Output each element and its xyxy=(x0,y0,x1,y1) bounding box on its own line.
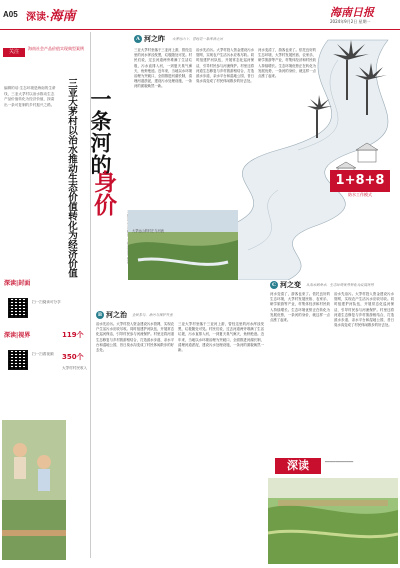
section-b-heading: B 河之治 xyxy=(97,310,127,319)
model-badge: 1+8+8 xyxy=(330,170,390,192)
section-b-sub: 全民参与，治污与保护并重 xyxy=(132,313,173,317)
photo-caption: 大茅远山的村庄与河流 xyxy=(132,229,164,233)
section-a-heading: A 河之昨 xyxy=(134,34,165,44)
section-a-icon: A xyxy=(134,35,142,43)
section-a-sub: 大茅远山下，曾经是一条浑浊之河 xyxy=(172,37,223,41)
footer-credits: ━━━━━━━━━━━━━ xyxy=(325,460,354,464)
section-b-body-1: 治水先治污。大茅村投入资金建设污水管网，实现农户生活污水应收尽收。同时组建护河队伍，开展常态化巡河保洁，引导村民参与河流保护。村里还将河道生态修复与乡村旅游相结合，打造滨水步道、亲水平台和湿地公园，昔日臭水沟变成了村民休闲散步的好去处。 xyxy=(96,322,174,353)
vertical-subtitle: 三亚大茅村以治水推动生态价值转化为经济价值 xyxy=(66,78,77,278)
section-a-body-1: 三亚大茅村坐落于三亚河上游，曾经这里的河水浑浊发黑，垃圾随处可见。村民们说，过去河道两旁堆满了生活垃圾，污水直排入河，一到夏天臭气熏天，鱼虾绝迹。近年来，当地以水环境治理为突破口，全面推进河湖长制，清理河道淤泥，建设污水处理设施，一条河的面貌焕然一新。 xyxy=(134,48,192,89)
deep-read-logo: 深读 xyxy=(275,458,321,474)
section-c-sub: 从沟水到金水，生态环境优势转化为发展优势 xyxy=(306,283,374,287)
headline-line2: 身价 xyxy=(90,170,117,216)
section-a-body-3: 河水变清了，游客也来了。依托良好的生态环境，大茅村发展民宿、农家乐、研学旅游等产业，村集体经济和村民收入持续增长。生态环境优势正在转化为发展优势，一条河的身价，就这样一点点涨了起来。 xyxy=(258,48,316,79)
children-photo xyxy=(2,420,66,560)
stats-block xyxy=(62,330,88,371)
focus-tag-text: 海南社会产品价值实现典型案例 xyxy=(28,46,84,51)
section-b-body-2: 三亚大茅村坐落于三亚河上游，曾经这里的河水浑浊发黑，垃圾随处可见。村民们说，过去河道两旁堆满了生活垃圾，污水直排入河，一到夏天臭气熏天，鱼虾绝迹。近年来，当地以水环境治理为突破口，全面推进河湖长制，清理河道淤泥，建设污水处理设施，一条河的面貌焕然一新。 xyxy=(178,322,264,353)
label-vision: 深读|视界 xyxy=(4,332,31,339)
section-c-body-1: 河水变清了，游客也来了。依托良好的生态环境，大茅村发展民宿、农家乐、研学旅游等产业，村集体经济和村民收入持续增长。生态环境优势正在转化为发展优势，一条河的身价，就这样一点点涨了起来。 xyxy=(270,292,330,323)
label-cover: 深读|封面 xyxy=(4,280,31,287)
section-name: 海南 xyxy=(49,9,76,24)
focus-tag: 关注 xyxy=(3,48,25,57)
section-c-body-2: 治水先治污。大茅村投入资金建设污水管网，实现农户生活污水应收尽收。同时组建护河队伍，开展常态化巡河保洁，引导村民参与河流保护。村里还将河道生态修复与乡村旅游相结合，打造滨水步道、亲水平台和湿地公园，昔日臭水沟变成了村民休闲散步的好去处。 xyxy=(334,292,394,328)
model-badge-caption: 防水工作模式 xyxy=(348,192,372,197)
section-title: 深读·海南 xyxy=(26,9,76,24)
headline-line1: 一条河的 xyxy=(88,88,113,176)
qr-caption-video: 扫一扫看视频 xyxy=(32,352,54,356)
inset-photo xyxy=(128,210,238,280)
editor-note: 编辑的话:生态环境是海南的生命线，三亚大茅村以治水推动生态产品价值转化为经济价值，探索出一条可复制的乡村振兴之路。 xyxy=(4,86,56,107)
page-header xyxy=(0,0,400,28)
qr-code-video[interactable] xyxy=(8,350,28,370)
newspaper-name: 海南日报 xyxy=(330,6,374,19)
section-c-icon: C xyxy=(270,281,278,289)
stat-2: 350个 xyxy=(62,353,84,361)
stat-1: 119个 xyxy=(62,331,84,339)
stat-caption: 大茅村村民收入 xyxy=(62,366,88,370)
section-a-body-2: 治水先治污。大茅村投入资金建设污水管网，实现农户生活污水应收尽收。同时组建护河队伍，开展常态化巡河保洁，引导村民参与河流保护。村里还将河道生态修复与乡村旅游相结合，打造滨水步道、亲水平台和湿地公园，昔日臭水沟变成了村民休闲散步的好去处。 xyxy=(196,48,254,84)
section-c-heading: C 河之变 xyxy=(272,280,301,289)
qr-caption-cover: 扫一扫阅读可分享 xyxy=(32,300,61,304)
section-b-icon: B xyxy=(97,312,103,318)
bottom-landscape-photo xyxy=(268,478,398,564)
issue-date: 2024年9月2日 星期一 xyxy=(330,19,371,24)
page-number: A05 xyxy=(3,10,18,19)
qr-code-cover[interactable] xyxy=(8,298,28,318)
